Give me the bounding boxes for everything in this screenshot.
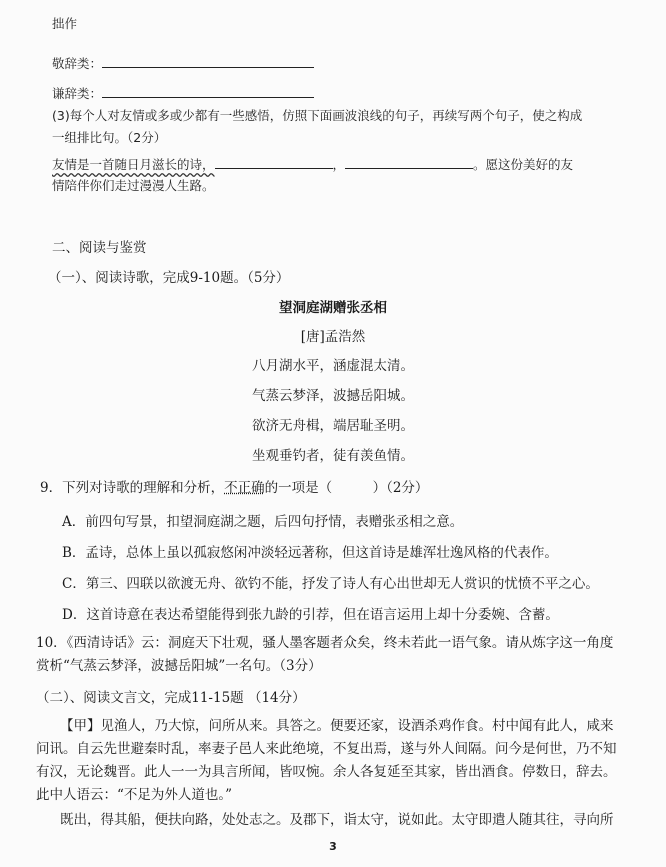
- q3-answer-row: [52, 155, 573, 175]
- q3-blank-1[interactable]: [215, 156, 333, 169]
- poem-line-2: 气蒸云梦泽，波撼岳阳城。: [252, 388, 414, 404]
- q9-option-a: A．前四句写景，扣望洞庭湖之题，后四句抒情，表赠张丞相之意。: [62, 514, 464, 530]
- page-number: 3: [329, 840, 337, 853]
- jingci-blank[interactable]: [102, 55, 314, 68]
- q9-stem-a: 9．下列对诗歌的理解和分析，: [40, 480, 225, 496]
- q3-tail: 。愿这份美好的友: [473, 157, 574, 172]
- poem-author: [唐]孟浩然: [300, 329, 366, 345]
- poem-line-1: 八月湖水平，涵虚混太清。: [252, 358, 414, 374]
- q3-blank-2[interactable]: [345, 156, 473, 169]
- part2-title: （二）、阅读文言文，完成11-15题 （14分）: [36, 690, 306, 706]
- passage-line-3: 有汉，无论魏晋。此人一一为具言所闻，皆叹惋。余人各复延至其家，皆出酒食。停数日，辞去。: [36, 764, 617, 780]
- q9-option-c: C．第三、四联以欲渡无舟、欲钓不能，抒发了诗人有心出世却无人赏识的忧愤不平之心。: [62, 576, 599, 592]
- qianci-blank[interactable]: [102, 85, 314, 98]
- q3-separator: ，: [332, 157, 346, 172]
- part1-title: （一）、阅读诗歌，完成9-10题。（5分）: [48, 270, 290, 286]
- jingci-row: [52, 54, 314, 74]
- passage-line-5: 既出，得其船，便扶向路，处处志之。及郡下，诣太守，说如此。太守即遣人随其往，寻向所: [60, 812, 614, 828]
- q10-line1: 10．《西清诗话》云：洞庭天下壮观，骚人墨客题者众矣，终未若此一语气象。请从炼字这一角度: [36, 635, 614, 651]
- q9-stem-c: 的一项是（ ）（2分）: [264, 480, 429, 496]
- q9-option-d: D．这首诗意在表达希望能得到张九龄的引荐，但在语言运用上却十分委婉、含蓄。: [62, 607, 559, 623]
- section2-title: 二、阅读与鉴赏: [52, 240, 147, 256]
- label-qianci: 谦辞类：: [52, 86, 103, 101]
- poem-line-3: 欲济无舟楫，端居耻圣明。: [252, 418, 414, 434]
- label-jingci: 敬辞类：: [52, 56, 103, 71]
- q9-option-b: B．孟诗，总体上虽以孤寂悠闲冲淡轻远著称，但这首诗是雄浑壮逸风格的代表作。: [62, 545, 558, 561]
- qianci-row: [52, 84, 314, 104]
- label-zhuozuo: 拙作: [52, 16, 78, 31]
- q9-stem-emphasis: 不正确: [224, 480, 265, 496]
- q10-line2: 赏析“气蒸云梦泽，波撼岳阳城”一名句。（3分）: [36, 658, 322, 674]
- q3-line4: 情陪伴你们走过漫漫人生路。: [52, 178, 215, 193]
- poem-line-4: 坐观垂钓者，徒有羡鱼情。: [252, 448, 414, 464]
- passage-line-1: 【甲】见渔人，乃大惊，问所从来。具答之。便要还家，设酒杀鸡作食。村中闻有此人，咸来: [60, 718, 614, 734]
- passage-line-4: 此中人语云：“不足为外人道也。”: [36, 787, 233, 803]
- q3-wavy-sentence: 友情是一首随日月滋长的诗，: [52, 157, 215, 172]
- q3-line1: (3)每个人对友情或多或少都有一些感悟，仿照下面画波浪线的句子，再续写两个句子，使之构成: [52, 108, 583, 123]
- q9-stem: [40, 478, 428, 498]
- q3-line2: 一组排比句。（2分）: [52, 130, 167, 145]
- poem-title: 望洞庭湖赠张丞相: [279, 300, 387, 316]
- passage-line-2: 问讯。自云先世避秦时乱，率妻子邑人来此绝境，不复出焉，遂与外人间隔。问今是何世，乃不知: [36, 741, 617, 757]
